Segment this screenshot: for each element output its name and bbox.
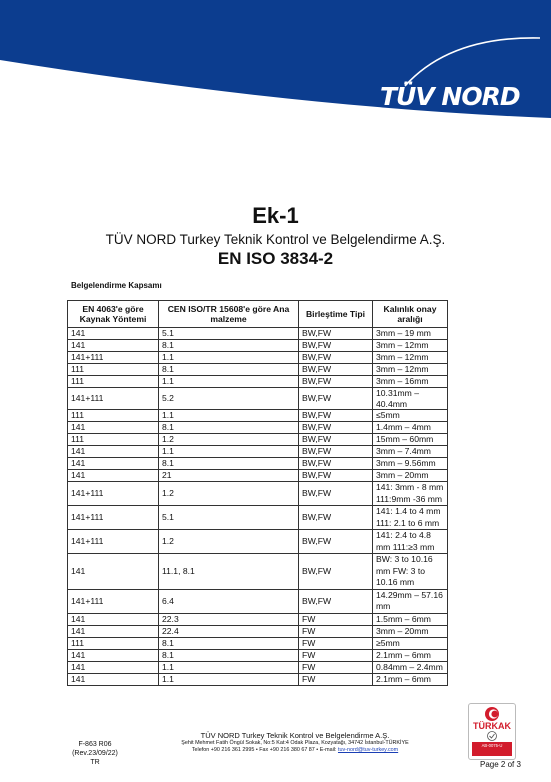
thickness-cell: 3mm – 19 mm: [373, 328, 448, 340]
scope-label: Belgelendirme Kapsamı: [71, 281, 162, 290]
material-cell: 22.4: [159, 625, 299, 637]
joint-type-cell: BW,FW: [299, 364, 373, 376]
form-revision: (Rev.23/09/22): [72, 750, 118, 757]
accreditation-code-bar: [472, 742, 512, 756]
thickness-cell: 141: 1.4 to 4 mm 111: 2.1 to 6 mm: [373, 506, 448, 530]
material-cell: 5.2: [159, 388, 299, 410]
table-row: [68, 649, 448, 661]
method-cell: 141+111: [68, 482, 159, 506]
page-number: Page 2 of 3: [480, 760, 521, 769]
thickness-cell: 3mm – 20mm: [373, 470, 448, 482]
material-cell: 8.1: [159, 422, 299, 434]
table-row: [68, 554, 448, 590]
method-cell: 141+111: [68, 388, 159, 410]
joint-type-cell: BW,FW: [299, 434, 373, 446]
method-cell: 111: [68, 364, 159, 376]
footer-address-block: [150, 731, 440, 754]
form-info: [60, 740, 130, 767]
material-cell: 1.1: [159, 661, 299, 673]
table-row: [68, 613, 448, 625]
method-cell: 141+111: [68, 589, 159, 613]
thickness-cell: 3mm – 9.56mm: [373, 458, 448, 470]
material-cell: 8.1: [159, 637, 299, 649]
table-row: [68, 482, 448, 506]
table-header-row: [68, 301, 448, 328]
joint-type-cell: FW: [299, 637, 373, 649]
table-row: [68, 328, 448, 340]
form-lang: TR: [90, 759, 100, 766]
joint-type-cell: BW,FW: [299, 328, 373, 340]
method-cell: 141: [68, 649, 159, 661]
joint-type-cell: BW,FW: [299, 388, 373, 410]
thickness-cell: 141: 2.4 to 4.8 mm 111:≥3 mm: [373, 530, 448, 554]
method-cell: 141: [68, 554, 159, 590]
method-cell: 141: [68, 422, 159, 434]
material-cell: 1.2: [159, 434, 299, 446]
thickness-cell: 1.4mm – 4mm: [373, 422, 448, 434]
column-header-material: CEN ISO/TR 15608'e göre Ana malzeme: [159, 301, 299, 328]
material-cell: 1.1: [159, 376, 299, 388]
thickness-cell: 141: 3mm - 8 mm 111:9mm -36 mm: [373, 482, 448, 506]
thickness-cell: ≤5mm: [373, 410, 448, 422]
method-cell: 141: [68, 470, 159, 482]
table-row: [68, 434, 448, 446]
accreditation-code: AB-0075-U: [481, 743, 503, 748]
material-cell: 8.1: [159, 458, 299, 470]
thickness-cell: ≥5mm: [373, 637, 448, 649]
table-row: [68, 364, 448, 376]
joint-type-cell: BW,FW: [299, 530, 373, 554]
thickness-cell: 1.5mm – 6mm: [373, 613, 448, 625]
thickness-cell: 3mm – 12mm: [373, 364, 448, 376]
method-cell: 141: [68, 458, 159, 470]
joint-type-cell: BW,FW: [299, 352, 373, 364]
joint-type-cell: BW,FW: [299, 458, 373, 470]
footer-address: Şehit Mehmet Fatih Öngül Sokak, No:5 Kat:4 Odak Plaza, Kozyatağı, 34742 İstanbul-TÜRKİYE: [181, 740, 409, 746]
table-row: [68, 673, 448, 685]
footer-phone-fax: Telefon +90 216 361 2995 • Fax +90 216 380 67 87 • E-mail:: [191, 747, 338, 753]
table-row: [68, 352, 448, 364]
method-cell: 111: [68, 410, 159, 422]
material-cell: 1.1: [159, 410, 299, 422]
turkak-label: TÜRKAK: [473, 721, 511, 731]
joint-type-cell: BW,FW: [299, 376, 373, 388]
table-row: [68, 637, 448, 649]
method-cell: 141: [68, 446, 159, 458]
tuv-nord-logo: TÜV NORD: [380, 82, 520, 111]
joint-type-cell: BW,FW: [299, 446, 373, 458]
thickness-cell: 3mm – 20mm: [373, 625, 448, 637]
column-header-joint-type: Birleştime Tipi: [299, 301, 373, 328]
method-cell: 141: [68, 625, 159, 637]
table-row: [68, 410, 448, 422]
joint-type-cell: FW: [299, 613, 373, 625]
method-cell: 111: [68, 376, 159, 388]
thickness-cell: 2.1mm – 6mm: [373, 649, 448, 661]
table-body: [68, 328, 448, 686]
table-row: [68, 470, 448, 482]
material-cell: 11.1, 8.1: [159, 554, 299, 590]
annex-title: Ek-1: [252, 203, 299, 228]
turkak-accreditation-logo: [468, 703, 516, 760]
column-header-method: EN 4063'e göre Kaynak Yöntemi: [68, 301, 159, 328]
thickness-cell: 0.84mm – 2.4mm: [373, 661, 448, 673]
table-row: [68, 446, 448, 458]
joint-type-cell: BW,FW: [299, 410, 373, 422]
check-icon: [485, 731, 499, 741]
method-cell: 141: [68, 340, 159, 352]
material-cell: 1.2: [159, 530, 299, 554]
method-cell: 141: [68, 661, 159, 673]
material-cell: 1.2: [159, 482, 299, 506]
table-row: [68, 661, 448, 673]
material-cell: 1.1: [159, 446, 299, 458]
material-cell: 8.1: [159, 340, 299, 352]
joint-type-cell: FW: [299, 649, 373, 661]
material-cell: 1.1: [159, 673, 299, 685]
method-cell: 141+111: [68, 506, 159, 530]
company-name: TÜV NORD Turkey Teknik Kontrol ve Belgelendirme A.Ş.: [105, 232, 446, 247]
material-cell: 8.1: [159, 649, 299, 661]
thickness-cell: 3mm – 12mm: [373, 352, 448, 364]
table-row: [68, 340, 448, 352]
table-row: [68, 388, 448, 410]
method-cell: 141: [68, 613, 159, 625]
joint-type-cell: BW,FW: [299, 422, 373, 434]
joint-type-cell: FW: [299, 673, 373, 685]
header-band: [0, 0, 551, 140]
thickness-cell: 2.1mm – 6mm: [373, 673, 448, 685]
thickness-cell: 3mm – 16mm: [373, 376, 448, 388]
method-cell: 111: [68, 434, 159, 446]
material-cell: 6.4: [159, 589, 299, 613]
thickness-cell: 14.29mm – 57.16 mm: [373, 589, 448, 613]
thickness-cell: 15mm – 60mm: [373, 434, 448, 446]
joint-type-cell: FW: [299, 625, 373, 637]
material-cell: 1.1: [159, 352, 299, 364]
table-row: [68, 530, 448, 554]
material-cell: 8.1: [159, 364, 299, 376]
material-cell: 21: [159, 470, 299, 482]
table-row: [68, 625, 448, 637]
thickness-cell: BW: 3 to 10.16 mm FW: 3 to 10.16 mm: [373, 554, 448, 590]
joint-type-cell: BW,FW: [299, 470, 373, 482]
joint-type-cell: BW,FW: [299, 554, 373, 590]
joint-type-cell: BW,FW: [299, 589, 373, 613]
method-cell: 141+111: [68, 530, 159, 554]
joint-type-cell: BW,FW: [299, 340, 373, 352]
table-row: [68, 589, 448, 613]
method-cell: 141: [68, 328, 159, 340]
table-row: [68, 376, 448, 388]
table-row: [68, 458, 448, 470]
material-cell: 22.3: [159, 613, 299, 625]
footer-company: TÜV NORD Turkey Teknik Kontrol ve Belgelendirme A.Ş.: [200, 731, 390, 740]
thickness-cell: 10.31mm – 40.4mm: [373, 388, 448, 410]
standard-title: EN ISO 3834-2: [217, 249, 334, 268]
joint-type-cell: FW: [299, 661, 373, 673]
material-cell: 5.1: [159, 328, 299, 340]
table-row: [68, 506, 448, 530]
thickness-cell: 3mm – 12mm: [373, 340, 448, 352]
material-cell: 5.1: [159, 506, 299, 530]
form-code: F-863 R06: [78, 741, 112, 748]
footer-email-link[interactable]: tuv-nord@tuv-turkey.com: [337, 747, 399, 753]
column-header-thickness: Kalınlık onay aralığı: [373, 301, 448, 328]
thickness-cell: 3mm – 7.4mm: [373, 446, 448, 458]
joint-type-cell: BW,FW: [299, 482, 373, 506]
method-cell: 111: [68, 637, 159, 649]
footer-contact: [150, 747, 440, 754]
scope-table: [67, 300, 448, 686]
table-row: [68, 422, 448, 434]
joint-type-cell: BW,FW: [299, 506, 373, 530]
method-cell: 141+111: [68, 352, 159, 364]
method-cell: 141: [68, 673, 159, 685]
